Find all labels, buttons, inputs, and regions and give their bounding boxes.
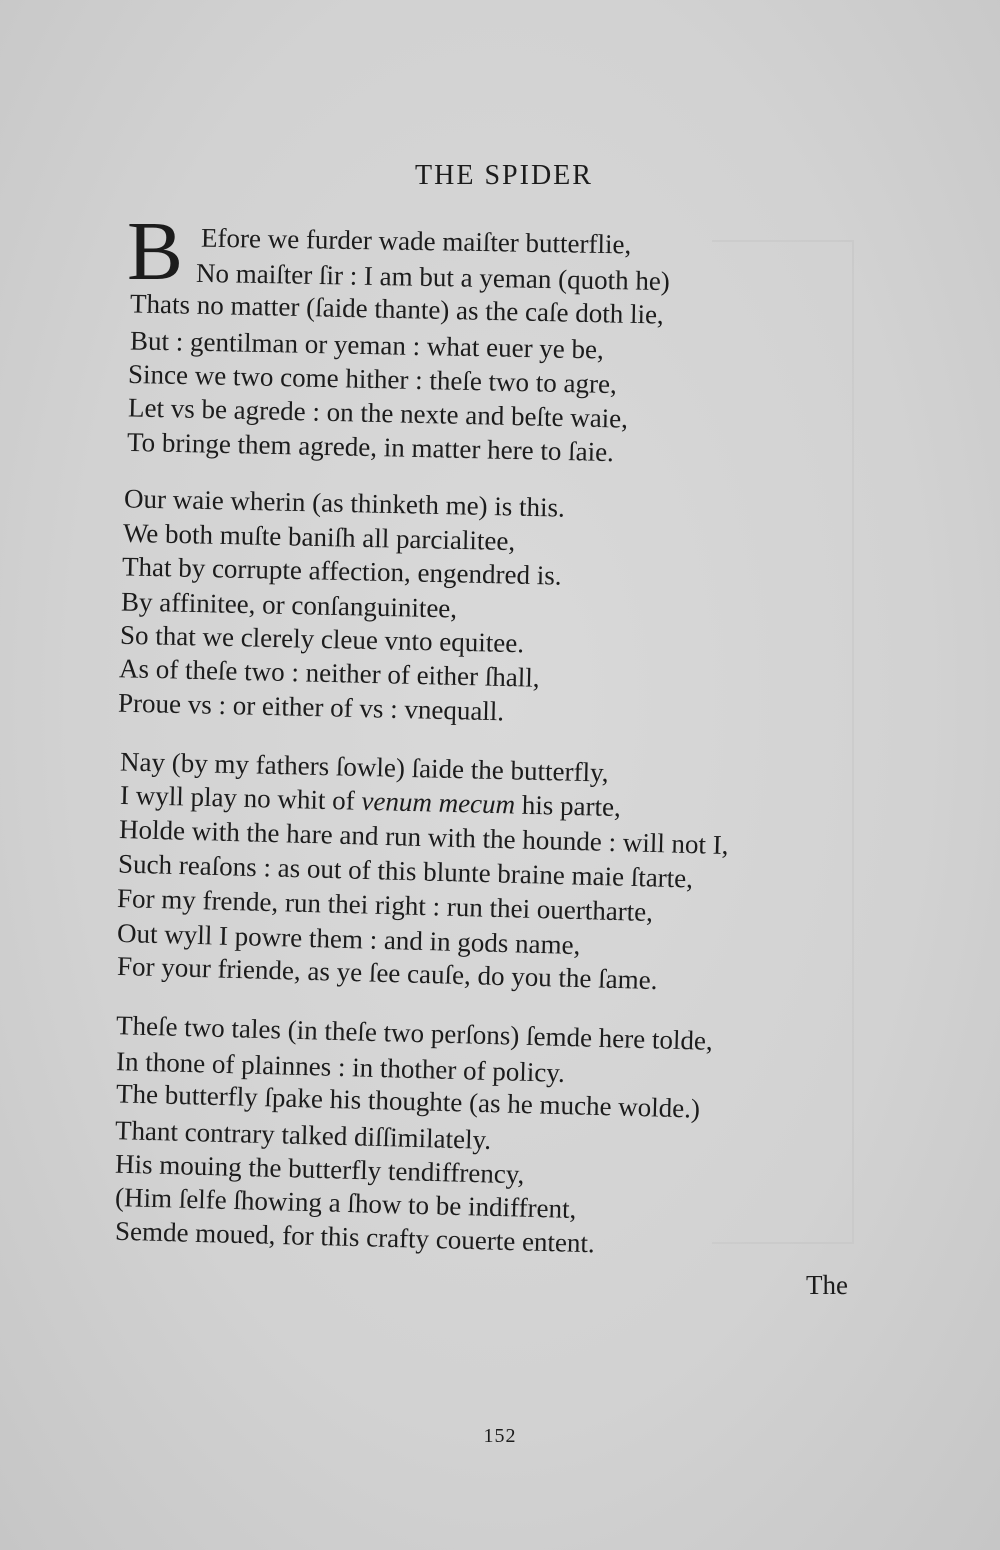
verse-text: I wyll play no whit of <box>119 779 362 816</box>
verse-line: As of theſe two : neither of either ſhall, <box>118 653 540 693</box>
verse-line: But : gentilman or yeman : what euer ye be, <box>129 325 605 365</box>
verse-line: So that we clerely cleue vnto equitee. <box>119 619 525 659</box>
verse-line: That by corrupte affection, engendred is. <box>121 551 562 591</box>
verse-line: By affinitee, or conſanguinitee, <box>120 586 458 624</box>
verse-text: his parte, <box>514 789 622 823</box>
verse-line: (Him ſelfe ſhowing a ſhow to be indiffrent, <box>114 1181 577 1225</box>
verse-line: Proue vs : or either of vs : vnequall. <box>117 687 505 727</box>
page-title: THE SPIDER <box>415 160 593 191</box>
catchword: The <box>806 1270 848 1300</box>
verse-line: No maiſter ſir : I am but a yeman (quoth he) <box>195 257 671 297</box>
verse-line: His mouing the butterfly tendiffrency, <box>114 1148 525 1190</box>
verse-line: Such reaſons : as out of this blunte braine maie ſtarte, <box>117 848 694 894</box>
verse-line: For your friende, as ye ſee cauſe, do you the ſame. <box>116 950 658 996</box>
drop-cap: B <box>127 205 184 298</box>
verse-line: To bringe them agrede, in matter here to ſaie. <box>126 426 615 468</box>
verse-line: Since we two come hither : theſe two to agre, <box>127 358 618 400</box>
verse-line: Let vs be agrede : on the nexte and beſte waie, <box>127 392 629 434</box>
verse-line: In thone of plainnes : in thother of policy. <box>115 1046 566 1088</box>
verse-line: Theſe two tales (in theſe two perſons) ſemde here tolde, <box>115 1010 714 1056</box>
verse-line: The butterfly ſpake his thoughte (as he muche wolde.) <box>115 1078 701 1124</box>
italic-phrase: venum mecum <box>361 785 516 820</box>
verse-line: Holde with the hare and run with the hounde : will not I, <box>118 814 729 860</box>
verse-line: Our waie wherin (as thinketh me) is this. <box>123 483 566 523</box>
verse-line: Thats no matter (ſaide thante) as the caſe doth lie, <box>129 288 665 330</box>
verse-line: Thant contrary talked diſſimilately. <box>114 1115 492 1155</box>
verse-line: Efore we furder wade maiſter butterflie, <box>200 222 632 260</box>
verse-line: Out wyll I powre them : and in gods name, <box>116 917 581 961</box>
page-number: 152 <box>483 1425 517 1447</box>
show-through-frame <box>712 240 854 1244</box>
verse-line: We both muſte baniſh all parcialitee, <box>122 517 516 557</box>
verse-line: Nay (by my fathers ſowle) ſaide the butterfly, <box>119 746 609 788</box>
verse-line: For my frende, run thei right : run thei ouertharte, <box>116 882 654 928</box>
verse-line: Semde moued, for this crafty couerte entent. <box>114 1215 596 1259</box>
